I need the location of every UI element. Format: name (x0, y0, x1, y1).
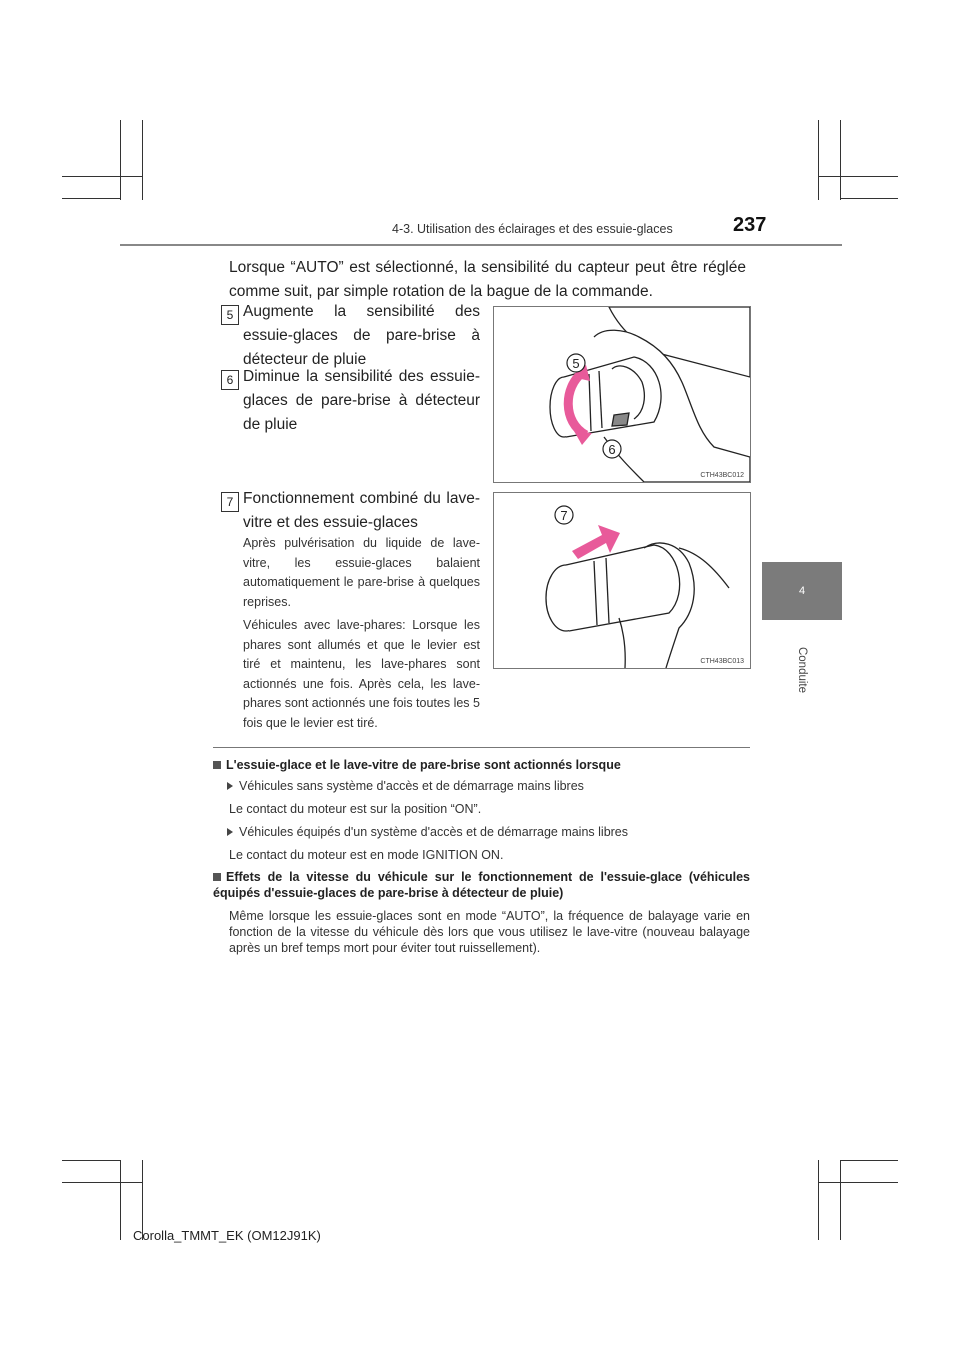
note-bullet (227, 824, 750, 840)
crop-mark (818, 1160, 819, 1240)
crop-mark (120, 1160, 121, 1240)
intro-paragraph: Lorsque “AUTO” est sélectionné, la sensibilité du capteur peut être réglée comme suit, par simple rotation de la bague de la commande. (229, 259, 746, 300)
item-marker: 7 (221, 492, 239, 512)
crop-mark (840, 198, 898, 199)
item-title: Augmente la sensibilité des essuie-glaces de pare-brise à détecteur de pluie (243, 303, 480, 368)
note-heading (213, 757, 750, 773)
note-bullet-text: Véhicules sans système d'accès et de démarrage mains libres (239, 779, 584, 793)
crop-mark (62, 176, 142, 177)
chapter-number: 4 (798, 585, 806, 597)
triangle-bullet-icon (227, 782, 233, 790)
triangle-bullet-icon (227, 828, 233, 836)
crop-mark (818, 1182, 898, 1183)
chapter-label: Conduite (796, 646, 808, 694)
note-heading-text: Effets de la vitesse du véhicule sur le fonctionnement de l'essuie-glace (véhicules équipés d'essuie-glaces de pare-brise à détecteur de pluie) (213, 870, 750, 900)
item-body: Après pulvérisation du liquide de lave-vitre, les essuie-glaces balaient automatiquement le pare-brise à quelques reprises. (243, 536, 480, 609)
note-bullet-text: Véhicules équipés d'un système d'accès et de démarrage mains libres (239, 825, 629, 839)
note-heading-text: L'essuie-glace et le lave-vitre de pare-brise sont actionnés lorsque (226, 758, 621, 772)
callout-7 (555, 506, 573, 524)
square-bullet-icon (213, 873, 221, 881)
figure-rain-sensor-ring (493, 306, 751, 483)
header-rule (120, 244, 842, 246)
figure-code: CTH43BC013 (700, 658, 744, 665)
crop-mark (142, 120, 143, 200)
crop-mark (62, 1160, 120, 1161)
page-number: 237 (733, 214, 767, 236)
crop-mark (818, 120, 819, 200)
crop-mark (120, 120, 121, 200)
svg-text:5: 5 (572, 356, 580, 371)
section-title: 4-3. Utilisation des éclairages et des essuie-glaces (392, 222, 673, 236)
crop-mark (62, 198, 120, 199)
note-text: Même lorsque les essuie-glaces sont en mode “AUTO”, la fréquence de balayage varie en fonction de la vitesse du véhicule dès lors que vous utilisez le lave-vitre (nouveau balayage après un bref temps mort pour éviter tout ruissellement). (229, 909, 750, 955)
crop-mark (818, 176, 898, 177)
item-title: Diminue la sensibilité des essuie-glaces de pare-brise à détecteur de pluie (243, 368, 480, 433)
callout-6 (603, 440, 621, 458)
item-body: Véhicules avec lave-phares: Lorsque les phares sont allumés et que le levier est tiré et maintenu, les lave-phares sont actionnés une fois. Après cela, les lave-phares sont actionnés une fois toutes les 5 fois que le levier est tiré. (243, 618, 480, 730)
note-bullet (227, 778, 750, 794)
wiper-lever-illustration (494, 307, 750, 482)
footer-doc-id: Corolla_TMMT_EK (OM12J91K) (133, 1228, 321, 1243)
callout-5 (567, 354, 585, 372)
washer-lever-illustration (494, 493, 750, 668)
crop-mark (840, 1160, 898, 1161)
svg-text:7: 7 (560, 508, 568, 523)
square-bullet-icon (213, 761, 221, 769)
note-text: Le contact du moteur est en mode IGNITION ON. (229, 848, 504, 862)
item-marker: 5 (221, 305, 239, 325)
figure-washer-lever (493, 492, 751, 669)
crop-mark (840, 120, 841, 200)
svg-text:6: 6 (608, 442, 616, 457)
crop-mark (62, 1182, 142, 1183)
item-marker: 6 (221, 370, 239, 390)
section-divider (213, 747, 750, 748)
figure-code: CTH43BC012 (700, 472, 744, 479)
chapter-label-box (762, 620, 842, 760)
item-title: Fonctionnement combiné du lave-vitre et des essuie-glaces (243, 490, 480, 531)
chapter-tab (762, 562, 842, 620)
note-heading (213, 869, 750, 901)
note-text: Le contact du moteur est sur la position “ON”. (229, 802, 482, 816)
crop-mark (840, 1160, 841, 1240)
